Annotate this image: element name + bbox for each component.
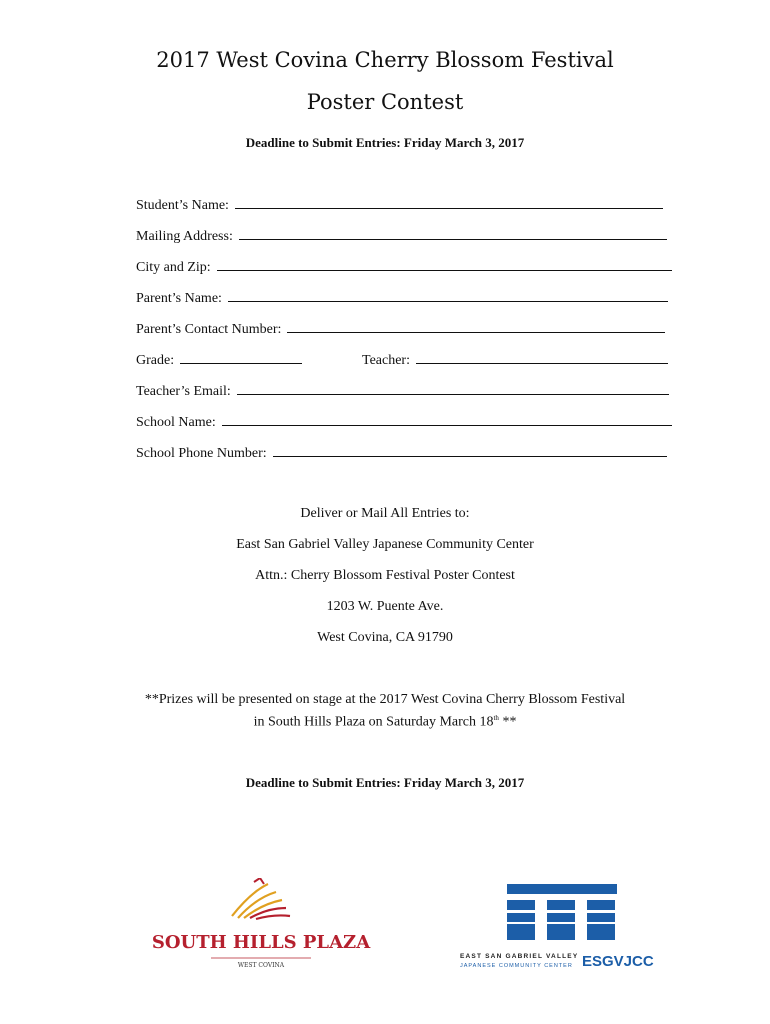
school-name-label: School Name:	[136, 415, 216, 430]
teacher-email-label: Teacher’s Email:	[136, 384, 231, 399]
grade-line[interactable]	[180, 351, 302, 364]
prizes-line-2-sup: th	[493, 714, 499, 722]
teacher-label: Teacher:	[362, 353, 410, 368]
delivery-city: West Covina, CA 91790	[317, 630, 453, 645]
esgvjcc-line1: EAST SAN GABRIEL VALLEY	[460, 953, 579, 960]
parent-contact-label: Parent’s Contact Number:	[136, 322, 282, 337]
teacher-email-line[interactable]	[237, 382, 669, 395]
school-phone-label: School Phone Number:	[136, 446, 267, 461]
parent-name-line[interactable]	[228, 289, 668, 302]
title-line-2: Poster Contest	[306, 90, 464, 114]
school-name-field[interactable]	[136, 413, 672, 431]
esgvjcc-logo	[455, 882, 670, 972]
prizes-line-2-text: in South Hills Plaza on Saturday March 18	[253, 714, 494, 730]
prizes-line-2-end: **	[498, 714, 517, 730]
student-name-line[interactable]	[235, 196, 663, 209]
prizes-line-2	[0, 714, 770, 731]
school-phone-line[interactable]	[273, 444, 667, 457]
prizes-line-1: **Prizes will be presented on stage at the 2017 West Covina Cherry Blossom Festival	[144, 692, 626, 707]
school-name-line[interactable]	[222, 413, 672, 426]
parent-name-label: Parent’s Name:	[136, 291, 222, 306]
school-phone-field[interactable]	[136, 444, 667, 462]
city-zip-line[interactable]	[217, 258, 672, 271]
delivery-attn: Attn.: Cherry Blossom Festival Poster Contest	[255, 568, 515, 583]
deadline-top: Deadline to Submit Entries: Friday March 3, 2017	[245, 135, 525, 150]
community-center-icon	[507, 884, 617, 940]
delivery-org: East San Gabriel Valley Japanese Community Center	[236, 537, 534, 552]
grade-label: Grade:	[136, 353, 175, 368]
mailing-address-line[interactable]	[239, 227, 667, 240]
south-hills-plaza-sub: WEST COVINA	[237, 962, 285, 969]
mailing-address-field[interactable]	[136, 227, 667, 245]
esgvjcc-abbr: ESGVJCC	[582, 953, 654, 970]
student-name-field[interactable]	[136, 196, 663, 214]
parent-name-field[interactable]	[136, 289, 668, 307]
delivery-heading: Deliver or Mail All Entries to:	[300, 506, 470, 521]
student-name-label: Student’s Name:	[136, 198, 229, 213]
esgvjcc-line2: JAPANESE COMMUNITY CENTER	[460, 963, 573, 969]
teacher-line[interactable]	[416, 351, 668, 364]
south-hills-plaza-name: SOUTH HILLS PLAZA	[151, 932, 371, 953]
parent-contact-line[interactable]	[287, 320, 665, 333]
city-zip-label: City and Zip:	[136, 260, 211, 275]
teacher-email-field[interactable]	[136, 382, 669, 400]
mailing-address-label: Mailing Address:	[136, 229, 233, 244]
city-zip-field[interactable]	[136, 258, 672, 276]
teacher-field[interactable]	[362, 351, 668, 369]
plaza-mountain-icon	[228, 878, 290, 919]
title-line-1: 2017 West Covina Cherry Blossom Festival	[156, 48, 614, 72]
parent-contact-field[interactable]	[136, 320, 665, 338]
delivery-street: 1203 W. Puente Ave.	[326, 599, 444, 614]
south-hills-plaza-logo	[136, 878, 386, 970]
grade-field[interactable]	[136, 351, 302, 369]
deadline-bottom: Deadline to Submit Entries: Friday March 3, 2017	[245, 775, 525, 790]
